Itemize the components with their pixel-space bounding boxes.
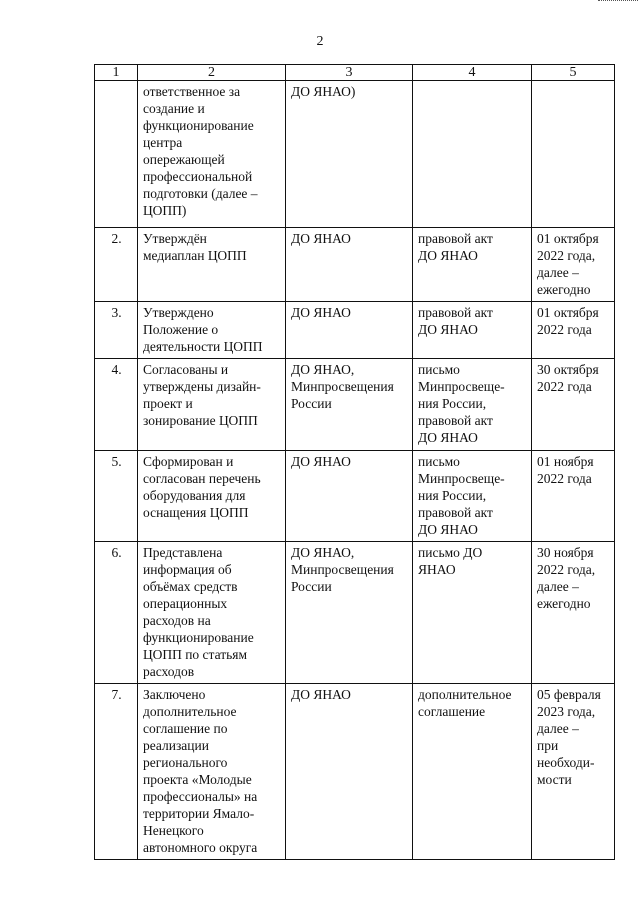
row-number: 3. bbox=[95, 302, 138, 359]
deadline-cell: 01 октября 2022 года bbox=[532, 302, 615, 359]
row-number bbox=[95, 81, 138, 228]
table-row bbox=[95, 81, 615, 228]
executor-cell: ДО ЯНАО, Минпросвещения России bbox=[286, 359, 413, 451]
document-cell: дополнительное соглашение bbox=[413, 684, 532, 860]
executor-cell: ДО ЯНАО bbox=[286, 684, 413, 860]
event-cell: Заключено дополнительное соглашение по реализации регионального проекта «Молодые профессионалы» на территории Ямало- Ненецкого автономного округа bbox=[138, 684, 286, 860]
row-number: 7. bbox=[95, 684, 138, 860]
document-cell: правовой акт ДО ЯНАО bbox=[413, 228, 532, 302]
corner-mark bbox=[598, 0, 638, 4]
table-row bbox=[95, 302, 615, 359]
header-col-4: 4 bbox=[413, 65, 532, 81]
table-row bbox=[95, 359, 615, 451]
deadline-cell: 30 октября 2022 года bbox=[532, 359, 615, 451]
row-number: 5. bbox=[95, 451, 138, 542]
table-body bbox=[95, 81, 615, 860]
deadline-cell bbox=[532, 81, 615, 228]
deadline-cell: 30 ноября 2022 года, далее – ежегодно bbox=[532, 542, 615, 684]
table-row bbox=[95, 228, 615, 302]
document-cell bbox=[413, 81, 532, 228]
table-row bbox=[95, 451, 615, 542]
header-col-2: 2 bbox=[138, 65, 286, 81]
event-cell: Утверждён медиаплан ЦОПП bbox=[138, 228, 286, 302]
document-cell: правовой акт ДО ЯНАО bbox=[413, 302, 532, 359]
row-number: 6. bbox=[95, 542, 138, 684]
executor-cell: ДО ЯНАО) bbox=[286, 81, 413, 228]
document-cell: письмо Минпросвеще- ния России, правовой акт ДО ЯНАО bbox=[413, 451, 532, 542]
table-row bbox=[95, 684, 615, 860]
event-cell: Согласованы и утверждены дизайн- проект и зонирование ЦОПП bbox=[138, 359, 286, 451]
plan-table bbox=[94, 64, 615, 860]
document-cell: письмо Минпросвеще- ния России, правовой акт ДО ЯНАО bbox=[413, 359, 532, 451]
page-number: 2 bbox=[316, 34, 324, 49]
event-cell: Утверждено Положение о деятельности ЦОПП bbox=[138, 302, 286, 359]
event-cell: Сформирован и согласован перечень оборудования для оснащения ЦОПП bbox=[138, 451, 286, 542]
document-cell: письмо ДО ЯНАО bbox=[413, 542, 532, 684]
header-col-3: 3 bbox=[286, 65, 413, 81]
deadline-cell: 01 октября 2022 года, далее – ежегодно bbox=[532, 228, 615, 302]
event-cell: Представлена информация об объёмах средств операционных расходов на функционирование ЦОПП по статьям расходов bbox=[138, 542, 286, 684]
header-row bbox=[95, 65, 615, 81]
row-number: 4. bbox=[95, 359, 138, 451]
executor-cell: ДО ЯНАО bbox=[286, 451, 413, 542]
row-number: 2. bbox=[95, 228, 138, 302]
executor-cell: ДО ЯНАО, Минпросвещения России bbox=[286, 542, 413, 684]
executor-cell: ДО ЯНАО bbox=[286, 302, 413, 359]
event-cell: ответственное за создание и функционирование центра опережающей профессиональной подготовки (далее – ЦОПП) bbox=[138, 81, 286, 228]
deadline-cell: 05 февраля 2023 года, далее – при необходи- мости bbox=[532, 684, 615, 860]
header-col-5: 5 bbox=[532, 65, 615, 81]
deadline-cell: 01 ноября 2022 года bbox=[532, 451, 615, 542]
table-row bbox=[95, 542, 615, 684]
header-col-1: 1 bbox=[95, 65, 138, 81]
executor-cell: ДО ЯНАО bbox=[286, 228, 413, 302]
